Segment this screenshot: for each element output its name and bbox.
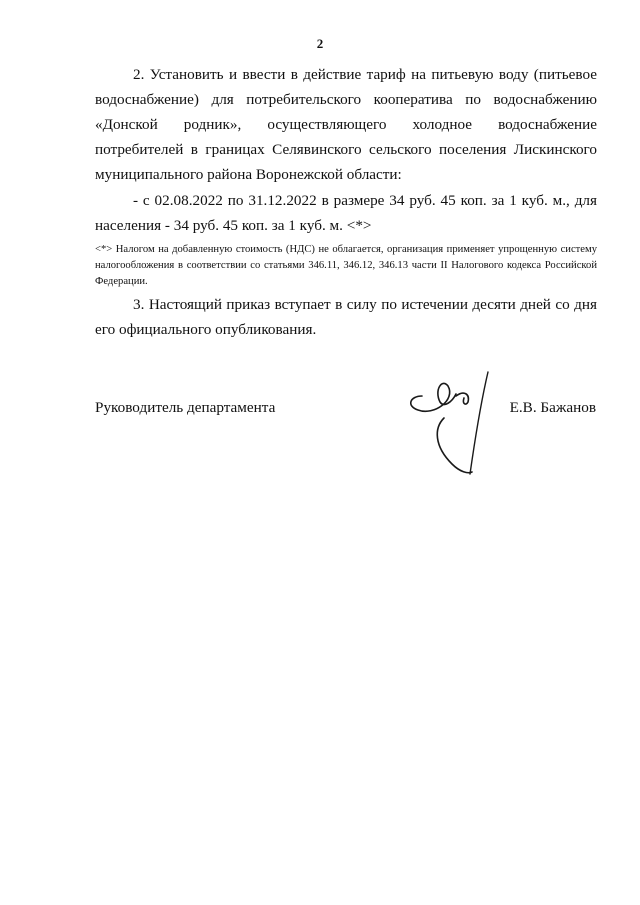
signatory-position: Руководитель департамента	[95, 399, 276, 416]
signatory-name: Е.В. Бажанов	[509, 399, 596, 416]
paragraph-effective-date: 3. Настоящий приказ вступает в силу по истечении десяти дней со дня его официального опубликования.	[95, 296, 597, 338]
paragraph-tariff-establishment: 2. Установить и ввести в действие тариф на питьевую воду (питьевое водоснабжение) для потребительского кооператива по водоснабжению «Донской родник», осуществляющего холодное водоснабжение потребителей в границах Селявинского сельского поселения Лискинского муниципального района Воронежской области:	[95, 66, 597, 183]
footnote-vat: <*> Налогом на добавленную стоимость (НДС) не облагается, организация применяет упрощенную систему налогообложения в соответствии со статьями 346.11, 346.12, 346.13 части II Налогового кодекса Российской Федерации.	[95, 244, 597, 287]
paragraph-tariff-values: - с 02.08.2022 по 31.12.2022 в размере 34 руб. 45 коп. за 1 куб. м., для населения - 34 руб. 45 коп. за 1 куб. м. <*>	[95, 192, 597, 234]
page-number: 2	[316, 36, 324, 51]
handwritten-signature	[404, 366, 504, 478]
